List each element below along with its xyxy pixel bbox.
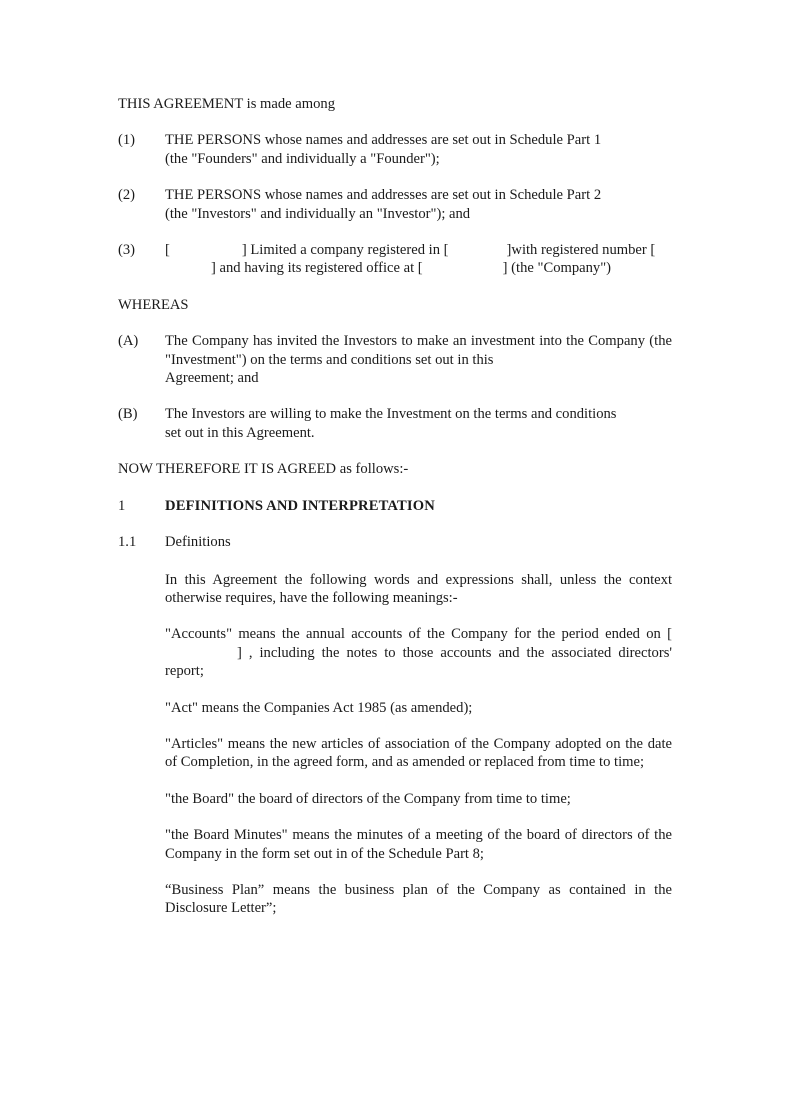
company-office-segment: ] and having its registered office at [ [211,260,423,277]
definition-board-minutes: "the Board Minutes" means the minutes of a meeting of the board of directors of the Company in the form set out in of the Schedule Part 8; [165,827,672,862]
recital-a-lastline: Agreement; and [165,370,259,387]
clause-1-number: 1 [118,497,126,514]
definition-accounts-segment-2: ] , including the notes to those accounts and the associated directors' report; [165,644,672,680]
whereas-heading: WHEREAS [118,296,189,313]
clause-1-1-heading [118,533,672,551]
recital-b-lastline: set out in this Agreement. [165,424,315,441]
recital-text-b [165,405,672,442]
party-text-1-line-2: (the "Founders" and individually a "Founder"); [165,150,440,167]
party-marker-2: (2) [118,187,136,204]
agreement-intro-line: THIS AGREEMENT is made among [118,96,335,112]
party-clause-1 [118,131,672,168]
company-name-bracket-open: [ [165,242,170,259]
definition-accounts-segment-1: "Accounts" means the annual accounts of the Company for the period ended on [ [165,626,672,643]
party-text-2-line-2: (the "Investors" and individually an "Investor"); and [165,205,471,222]
clause-1-1-number: 1.1 [118,534,137,551]
party-marker-1: (1) [118,132,136,149]
definition-board: "the Board" the board of directors of the Company from time to time; [165,790,571,807]
company-number-segment: ]with registered number [ [506,242,656,259]
party-clause-2 [118,186,672,223]
party-text-3 [165,241,672,278]
recital-marker-b: (B) [118,406,138,423]
recital-b-main: The Investors are willing to make the Investment on the terms and conditions [165,406,617,423]
party-text-2-line-1: THE PERSONS whose names and addresses are set out in Schedule Part 2 [165,187,602,204]
definition-act: "Act" means the Companies Act 1985 (as amended); [165,699,473,716]
document-body [118,95,672,918]
recital-text-a [165,332,672,387]
recital-marker-a: (A) [118,333,139,350]
definition-business-plan: “Business Plan” means the business plan of the Company as contained in the Disclosure Letter”; [165,881,672,917]
definition-articles: "Articles" means the new articles of association of the Company adopted on the date of Completion, in the agreed form, and as amended or replaced from time to time; [165,735,672,771]
definition-accounts [165,625,672,680]
now-therefore-line: NOW THEREFORE IT IS AGREED as follows:- [118,461,409,478]
recital-a [118,332,672,387]
company-registered-in-segment: ] Limited a company registered in [ [241,242,449,259]
party-text-1-line-1: THE PERSONS whose names and addresses are set out in Schedule Part 1 [165,132,602,149]
party-marker-3: (3) [118,242,136,259]
company-defined-term-segment: ] (the "Company") [502,260,612,277]
recital-b [118,405,672,442]
clause-1-heading [118,497,672,515]
party-text-1 [165,131,672,168]
recital-a-main: The Company has invited the Investors to make an investment into the Company (the "Investment") on the terms and conditions set out in this [165,333,672,368]
party-text-2 [165,186,672,223]
clause-1-title: DEFINITIONS AND INTERPRETATION [165,497,435,514]
definitions-intro-paragraph: In this Agreement the following words and expressions shall, unless the context otherwise requires, have the following meanings:- [165,571,672,606]
clause-1-1-title: Definitions [165,534,231,551]
party-clause-3 [118,241,672,278]
